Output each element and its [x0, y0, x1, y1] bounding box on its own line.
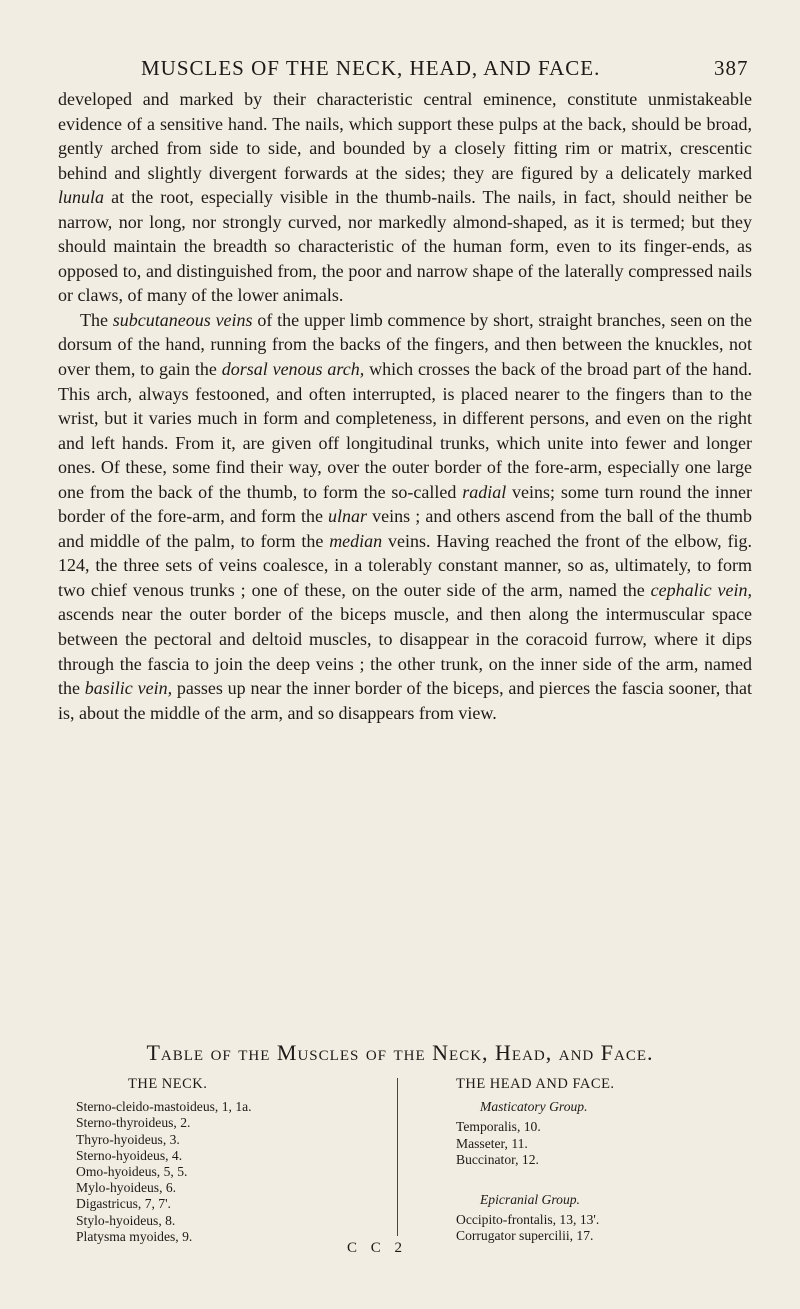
head-face-column-heading: THE HEAD AND FACE. [456, 1076, 615, 1092]
muscle-entry: Sterno-hyoideus, 4. [76, 1147, 183, 1163]
muscle-entry: Digastricus, 7, 7'. [76, 1196, 171, 1212]
italic-term: subcutaneous veins [112, 309, 253, 330]
muscle-entry: Sterno-cleido-mastoideus, 1, 1a. [76, 1099, 252, 1115]
muscle-entry: Omo-hyoideus, 5, 5. [76, 1164, 188, 1180]
text-run: The [80, 309, 113, 330]
head-face-muscle-groups [456, 1099, 756, 1244]
page-number: 387 [714, 56, 749, 80]
italic-term: basilic vein, [84, 678, 173, 699]
muscle-group-heading: Masticatory Group. [480, 1099, 588, 1115]
column-divider [397, 1078, 398, 1236]
neck-muscle-list [76, 1099, 376, 1245]
running-head-title: MUSCLES OF THE NECK, HEAD, AND FACE. [141, 56, 601, 80]
text-run: veins; some turn round the inner border of the fore-arm, and form the [58, 481, 752, 527]
paragraph [58, 308, 752, 725]
italic-term: lunula [58, 187, 105, 208]
neck-column-heading: THE NECK. [128, 1076, 208, 1092]
italic-term: radial [462, 481, 507, 502]
paragraph [58, 87, 752, 308]
muscle-entry: Temporalis, 10. [456, 1119, 541, 1135]
neck-column [76, 1076, 376, 1245]
muscle-entry: Occipito-frontalis, 13, 13'. [456, 1212, 600, 1228]
text-run: developed and marked by their characteristic central eminence, constitute unmistakeable evidence of a sensitive hand. The nails, which support these pulps at the back, should be broad, gently arched from side to side, and bounded by a closely fitting rim or matrix, crescentic behind and slightly divergent forwards at the sides; they are figured by a delicately marked [58, 89, 752, 183]
text-run: veins ; and others ascend from the ball of the thumb and middle of the palm, to form the [58, 506, 752, 551]
muscle-group-heading: Epicranial Group. [480, 1192, 580, 1208]
muscle-entry: Platysma myoides, 9. [76, 1228, 193, 1244]
text-run: passes up near the inner border of the biceps, and pierces the fascia sooner, that is, about the middle of the arm, and so disappears from view. [58, 678, 753, 723]
text-run: of the upper limb commence by short, straight branches, seen on the dorsum of the hand, running from the backs of the fingers, and then between the knuckles, not over them, to gain the [58, 309, 752, 380]
text-run: ascends near the outer border of the biceps muscle, and then along the intermuscular space between the pectoral and deltoid muscles, to disappear in the coracoid furrow, where it dips through the fascia to join the deep veins ; the other trunk, on the inner side of the arm, named the [58, 604, 752, 699]
muscle-entry: Buccinator, 12. [456, 1151, 539, 1167]
printer-signature: C C 2 [347, 1240, 408, 1256]
text-run: at the root, especially visible in the thumb-nails. The nails, in fact, should neither be narrow, nor long, nor strongly curved, nor markedly almond-shaped, as it is termed; but they should maintain the breadth so characteristic of the human form, even to its finger-ends, as opposed to, and distinguished from, the poor and narrow shape of the laterally compressed nails or claws, of many of the lower animals. [58, 187, 752, 306]
italic-term: median [329, 530, 383, 551]
text-run: which crosses the back of the broad part of the hand. This arch, always festooned, and often interrupted, is placed nearer to the fingers than to the wrist, but it varies much in form and completeness, in different persons, and even on the right and left hands. From it, are given off longitudinal trunks, which unite into fewer and longer ones. Of these, some find their way, over the outer border of the fore-arm, especially one large one from the back of the thumb, to form the so-called [58, 359, 752, 502]
group-spacer [456, 1168, 756, 1192]
italic-term: dorsal venous arch, [221, 359, 365, 380]
muscle-entry: Stylo-hyoideus, 8. [76, 1212, 176, 1228]
muscle-entry: Sterno-thyroideus, 2. [76, 1115, 191, 1131]
table-title: Table of the Muscles of the Neck, Head, and Face. [146, 1040, 654, 1065]
muscle-entry: Masseter, 11. [456, 1135, 528, 1151]
head-face-column [456, 1076, 756, 1245]
muscle-entry: Mylo-hyoideus, 6. [76, 1180, 177, 1196]
muscle-entry: Thyro-hyoideus, 3. [76, 1131, 180, 1147]
body-text [58, 87, 752, 725]
italic-term: ulnar [328, 506, 368, 527]
text-run: veins. Having reached the front of the elbow, fig. 124, the three sets of veins coalesce, in a tolerably constant manner, so as, ultimately, to form two chief venous trunks ; one of these, on the outer side of the arm, named the [58, 530, 752, 600]
italic-term: cephalic vein, [650, 579, 752, 600]
muscle-entry: Corrugator supercilii, 17. [456, 1228, 594, 1244]
